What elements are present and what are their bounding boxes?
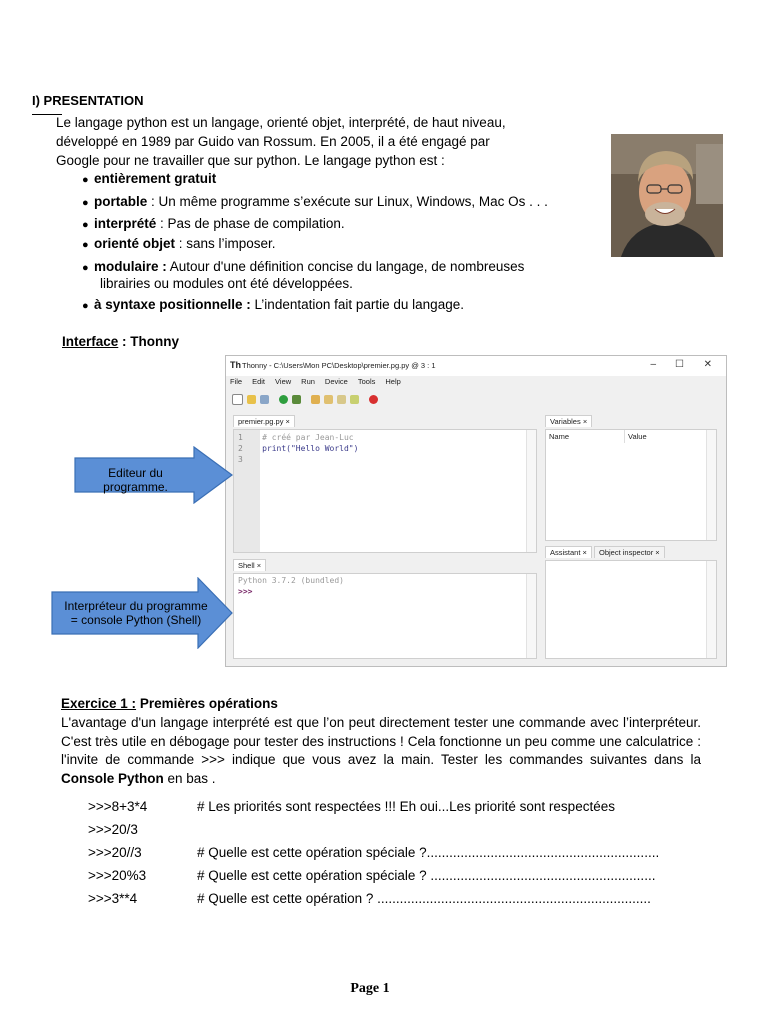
list-item: ● portable : Un même programme s’exécute sur Linux, Windows, Mac Os . . . bbox=[82, 194, 548, 209]
command-comment: # Quelle est cette opération spéciale ?.............................................................. bbox=[197, 845, 660, 860]
command-line: >>>8+3*4 bbox=[88, 799, 148, 814]
step-out-icon[interactable] bbox=[337, 395, 346, 404]
list-item: ● modulaire : Autour d'une définition concise du langage, de nombreuses librairies ou modules ont été développées. bbox=[82, 259, 525, 291]
command-line: >>>20%3 bbox=[88, 868, 147, 883]
menu-edit[interactable]: Edit bbox=[252, 377, 266, 386]
menu-file[interactable]: File bbox=[230, 377, 243, 386]
close-tab-icon[interactable]: × bbox=[285, 417, 290, 426]
menu-bar bbox=[230, 377, 401, 389]
debug-icon[interactable] bbox=[292, 395, 301, 404]
tab-object-inspector[interactable]: Object inspector × bbox=[594, 546, 665, 558]
step-into-icon[interactable] bbox=[324, 395, 333, 404]
tab-editor[interactable]: premier.pg.py × bbox=[233, 415, 295, 427]
exercise-title: Exercice 1 : Premières opérations bbox=[61, 696, 278, 711]
menu-help[interactable]: Help bbox=[385, 377, 401, 386]
list-item: ● à syntaxe positionnelle : L’indentation fait partie du langage. bbox=[82, 297, 464, 312]
code-line: 1 # créé par Jean-Luc bbox=[238, 433, 354, 442]
shell-scrollbar[interactable] bbox=[526, 574, 536, 658]
save-icon[interactable] bbox=[260, 395, 269, 404]
code-editor[interactable] bbox=[233, 429, 537, 553]
tab-shell[interactable]: Shell × bbox=[233, 559, 266, 571]
command-comment: # Quelle est cette opération spéciale ? ............................................................ bbox=[197, 868, 656, 883]
toolbar bbox=[232, 392, 378, 406]
step-over-icon[interactable] bbox=[311, 395, 320, 404]
shell-line: Python 3.7.2 (bundled) bbox=[238, 576, 344, 585]
editor-scrollbar[interactable] bbox=[526, 430, 536, 552]
tab-assistant[interactable]: Assistant × bbox=[545, 546, 592, 558]
minimize-icon[interactable]: – bbox=[650, 359, 656, 370]
open-file-icon[interactable] bbox=[247, 395, 256, 404]
bullet-icon: ● bbox=[82, 174, 89, 186]
close-tab-icon[interactable]: × bbox=[655, 548, 660, 557]
page-number: Page 1 bbox=[350, 981, 390, 996]
command-line: >>>20/3 bbox=[88, 822, 138, 837]
intro-line: Le langage python est un langage, orienté objet, interprété, de haut niveau, bbox=[56, 115, 506, 130]
code-line: 2 print("Hello World") bbox=[238, 444, 359, 453]
close-tab-icon[interactable]: × bbox=[582, 417, 588, 426]
close-tab-icon[interactable]: × bbox=[582, 548, 587, 557]
run-icon[interactable] bbox=[279, 395, 288, 404]
intro-line: Google pour ne travailler que sur python. Le langage python est : bbox=[56, 153, 445, 168]
bullet-icon: ● bbox=[82, 239, 89, 251]
interface-title: Interface : Thonny bbox=[62, 334, 180, 349]
list-item: ● orienté objet : sans l’imposer. bbox=[82, 236, 276, 251]
thonny-logo-icon: Th bbox=[230, 360, 241, 370]
shell-console[interactable] bbox=[233, 573, 537, 659]
menu-run[interactable]: Run bbox=[301, 377, 315, 386]
column-divider bbox=[624, 430, 625, 443]
var-header-name: Name bbox=[549, 432, 570, 441]
menu-device[interactable]: Device bbox=[324, 377, 348, 386]
command-comment: # Les priorités sont respectées !!! Eh oui...Les priorité sont respectées bbox=[197, 799, 615, 814]
bullet-icon: ● bbox=[82, 219, 89, 231]
list-item: ● entièrement gratuit bbox=[82, 171, 217, 186]
stop-icon[interactable] bbox=[369, 395, 378, 404]
arrow-shell-label bbox=[55, 599, 217, 627]
command-comment: # Quelle est cette opération ? ......................................................................... bbox=[197, 891, 651, 906]
maximize-icon[interactable]: ☐ bbox=[675, 359, 684, 370]
exercise-text: L'avantage d'un langage interprété est que l’on peut directement tester une commande avec l’interpréteur. C'est très utile en débogage pour tester des instructions ! Cela fonctionne un peu comme une calculatrice : l'invite de commande >>> indique que vous avez la main. Tester les commandes suivantes dans la Console Python en bas . bbox=[61, 715, 701, 786]
window-title: Thonny - C:\Users\Mon PC\Desktop\premier.pg.py @ 3 : 1 bbox=[242, 361, 436, 370]
thonny-window bbox=[225, 355, 727, 667]
portrait-photo bbox=[611, 134, 723, 257]
menu-view[interactable]: View bbox=[275, 377, 292, 386]
variables-panel bbox=[545, 429, 717, 541]
window-titlebar bbox=[226, 356, 726, 376]
close-tab-icon[interactable]: × bbox=[256, 561, 262, 570]
assistant-scrollbar[interactable] bbox=[706, 561, 716, 658]
menu-tools[interactable]: Tools bbox=[357, 377, 376, 386]
assistant-panel bbox=[545, 560, 717, 659]
command-line: >>>3**4 bbox=[88, 891, 138, 906]
bullet-icon: ● bbox=[82, 300, 89, 312]
command-line: >>>20//3 bbox=[88, 845, 142, 860]
shell-prompt: >>> bbox=[238, 587, 253, 596]
variables-scrollbar[interactable] bbox=[706, 430, 716, 540]
var-header-value: Value bbox=[628, 432, 647, 441]
intro-line: développé en 1989 par Guido van Rossum. En 2005, il a été engagé par bbox=[56, 134, 490, 149]
close-icon[interactable]: ✕ bbox=[703, 359, 712, 370]
bullet-icon: ● bbox=[82, 262, 89, 274]
arrow-editor-label: Editeur du programme. bbox=[103, 466, 168, 494]
arrow-shell-line: = console Python (Shell) bbox=[70, 613, 202, 627]
section-title: I) PRESENTATION bbox=[32, 93, 144, 108]
code-line: 3 bbox=[238, 455, 243, 464]
tab-variables[interactable]: Variables × bbox=[545, 415, 592, 427]
new-file-icon[interactable] bbox=[232, 394, 243, 405]
bullet-icon: ● bbox=[82, 197, 89, 209]
list-item: ● interprété : Pas de phase de compilation. bbox=[82, 216, 345, 231]
resume-icon[interactable] bbox=[350, 395, 359, 404]
intro-paragraph bbox=[56, 113, 536, 170]
arrow-shell-line: Interpréteur du programme bbox=[64, 599, 208, 613]
